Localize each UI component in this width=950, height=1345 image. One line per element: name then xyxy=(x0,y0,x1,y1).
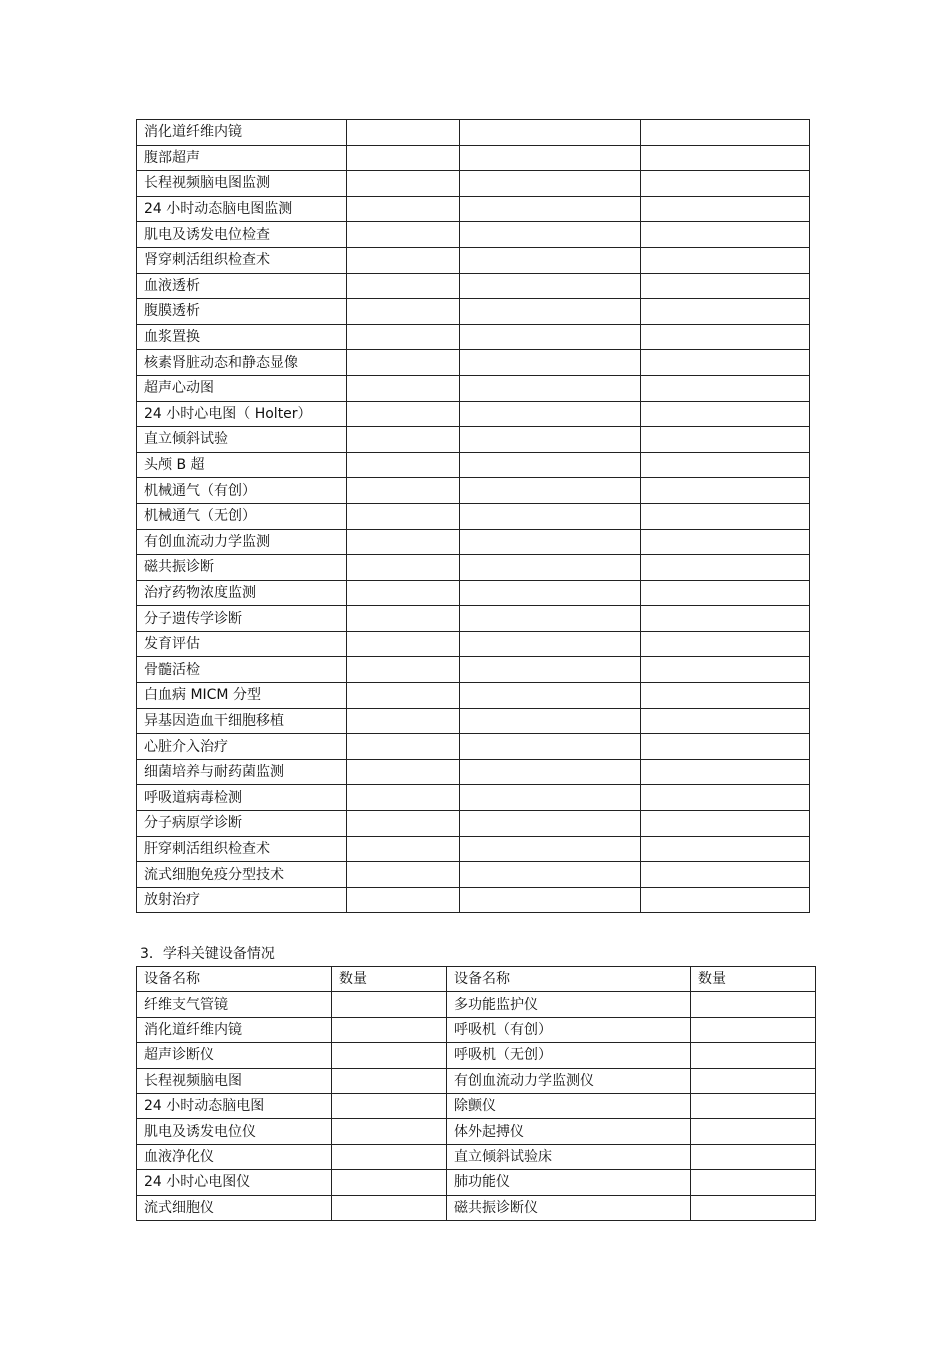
blank-cell xyxy=(347,785,460,811)
device-name-cell: 呼吸机（有创） xyxy=(447,1017,691,1042)
table-row xyxy=(137,811,810,837)
table-row xyxy=(137,145,810,171)
item-name-cell: 血浆置换 xyxy=(137,324,347,350)
equipment-table xyxy=(136,966,816,1221)
section-3-title: 3．学科关键设备情况 xyxy=(140,946,275,962)
blank-cell xyxy=(641,452,810,478)
blank-cell xyxy=(460,759,641,785)
item-name-cell: 分子病原学诊断 xyxy=(137,811,347,837)
blank-cell xyxy=(641,606,810,632)
item-name-cell: 分子遗传学诊断 xyxy=(137,606,347,632)
item-name-cell: 流式细胞免疫分型技术 xyxy=(137,862,347,888)
header-cell: 设备名称 xyxy=(447,967,691,992)
blank-cell xyxy=(347,708,460,734)
table-row xyxy=(137,606,810,632)
device-name-cell: 纤维支气管镜 xyxy=(137,992,332,1017)
device-name-cell: 长程视频脑电图 xyxy=(137,1068,332,1093)
item-name-cell: 肝穿刺活组织检查术 xyxy=(137,836,347,862)
item-name-cell: 放射治疗 xyxy=(137,887,347,913)
blank-cell xyxy=(347,222,460,248)
blank-cell xyxy=(641,555,810,581)
blank-cell xyxy=(460,247,641,273)
blank-cell xyxy=(460,171,641,197)
device-name-cell: 体外起搏仪 xyxy=(447,1119,691,1144)
table-row xyxy=(137,631,810,657)
blank-cell xyxy=(347,299,460,325)
blank-cell xyxy=(460,785,641,811)
table-row xyxy=(137,1170,816,1195)
blank-cell xyxy=(460,222,641,248)
blank-cell xyxy=(641,401,810,427)
table-row xyxy=(137,350,810,376)
quantity-cell xyxy=(332,1068,447,1093)
table-row xyxy=(137,171,810,197)
quantity-cell xyxy=(332,992,447,1017)
device-name-cell: 直立倾斜试验床 xyxy=(447,1144,691,1169)
table-row xyxy=(137,375,810,401)
table-row xyxy=(137,1068,816,1093)
blank-cell xyxy=(347,862,460,888)
device-name-cell: 除颤仪 xyxy=(447,1093,691,1118)
quantity-cell xyxy=(691,1144,816,1169)
blank-cell xyxy=(641,734,810,760)
item-name-cell: 骨髓活检 xyxy=(137,657,347,683)
table-row xyxy=(137,503,810,529)
table-row xyxy=(137,452,810,478)
blank-cell xyxy=(641,887,810,913)
blank-cell xyxy=(347,273,460,299)
quantity-cell xyxy=(691,1170,816,1195)
blank-cell xyxy=(460,273,641,299)
device-name-cell: 呼吸机（无创） xyxy=(447,1043,691,1068)
quantity-cell xyxy=(691,1195,816,1220)
table-row xyxy=(137,427,810,453)
blank-cell xyxy=(347,145,460,171)
blank-cell xyxy=(460,350,641,376)
table-row xyxy=(137,1093,816,1118)
blank-cell xyxy=(347,375,460,401)
blank-cell xyxy=(641,683,810,709)
item-name-cell: 肾穿刺活组织检查术 xyxy=(137,247,347,273)
blank-cell xyxy=(347,887,460,913)
blank-cell xyxy=(347,836,460,862)
blank-cell xyxy=(460,120,641,146)
quantity-cell xyxy=(691,1068,816,1093)
blank-cell xyxy=(460,708,641,734)
device-name-cell: 流式细胞仪 xyxy=(137,1195,332,1220)
blank-cell xyxy=(460,427,641,453)
table-row xyxy=(137,734,810,760)
blank-cell xyxy=(347,811,460,837)
blank-cell xyxy=(460,657,641,683)
item-name-cell: 核素肾脏动态和静态显像 xyxy=(137,350,347,376)
blank-cell xyxy=(347,529,460,555)
blank-cell xyxy=(641,375,810,401)
table-row xyxy=(137,759,810,785)
blank-cell xyxy=(460,478,641,504)
quantity-cell xyxy=(691,1043,816,1068)
table-row xyxy=(137,708,810,734)
item-name-cell: 24 小时动态脑电图监测 xyxy=(137,196,347,222)
header-cell: 数量 xyxy=(691,967,816,992)
blank-cell xyxy=(347,683,460,709)
blank-cell xyxy=(460,580,641,606)
blank-cell xyxy=(460,862,641,888)
quantity-cell xyxy=(691,1017,816,1042)
blank-cell xyxy=(641,145,810,171)
table-row xyxy=(137,862,810,888)
blank-cell xyxy=(641,273,810,299)
table-row xyxy=(137,222,810,248)
blank-cell xyxy=(641,196,810,222)
item-name-cell: 异基因造血干细胞移植 xyxy=(137,708,347,734)
quantity-cell xyxy=(332,1170,447,1195)
blank-cell xyxy=(641,631,810,657)
blank-cell xyxy=(347,759,460,785)
device-name-cell: 磁共振诊断仪 xyxy=(447,1195,691,1220)
quantity-cell xyxy=(691,1093,816,1118)
table-row xyxy=(137,120,810,146)
quantity-cell xyxy=(332,1017,447,1042)
blank-cell xyxy=(641,324,810,350)
blank-cell xyxy=(347,478,460,504)
blank-cell xyxy=(641,427,810,453)
blank-cell xyxy=(460,196,641,222)
blank-cell xyxy=(347,196,460,222)
device-name-cell: 肺功能仪 xyxy=(447,1170,691,1195)
blank-cell xyxy=(641,836,810,862)
device-name-cell: 有创血流动力学监测仪 xyxy=(447,1068,691,1093)
blank-cell xyxy=(460,452,641,478)
item-name-cell: 消化道纤维内镜 xyxy=(137,120,347,146)
table-row xyxy=(137,580,810,606)
item-name-cell: 超声心动图 xyxy=(137,375,347,401)
table-row xyxy=(137,683,810,709)
item-name-cell: 心脏介入治疗 xyxy=(137,734,347,760)
table-row xyxy=(137,887,810,913)
blank-cell xyxy=(460,145,641,171)
table-row xyxy=(137,196,810,222)
table-row xyxy=(137,247,810,273)
device-name-cell: 超声诊断仪 xyxy=(137,1043,332,1068)
table-row xyxy=(137,1195,816,1220)
device-name-cell: 24 小时心电图仪 xyxy=(137,1170,332,1195)
table-row xyxy=(137,1017,816,1042)
item-name-cell: 白血病 MICM 分型 xyxy=(137,683,347,709)
blank-cell xyxy=(641,811,810,837)
blank-cell xyxy=(641,708,810,734)
blank-cell xyxy=(460,375,641,401)
blank-cell xyxy=(641,529,810,555)
item-name-cell: 血液透析 xyxy=(137,273,347,299)
blank-cell xyxy=(460,811,641,837)
blank-cell xyxy=(460,734,641,760)
blank-cell xyxy=(641,120,810,146)
item-name-cell: 治疗药物浓度监测 xyxy=(137,580,347,606)
blank-cell xyxy=(347,606,460,632)
device-name-cell: 多功能监护仪 xyxy=(447,992,691,1017)
blank-cell xyxy=(347,657,460,683)
table-row xyxy=(137,324,810,350)
quantity-cell xyxy=(332,1119,447,1144)
table-row xyxy=(137,1144,816,1169)
device-name-cell: 消化道纤维内镜 xyxy=(137,1017,332,1042)
table-row xyxy=(137,273,810,299)
blank-cell xyxy=(347,631,460,657)
item-name-cell: 细菌培养与耐药菌监测 xyxy=(137,759,347,785)
item-name-cell: 头颅 B 超 xyxy=(137,452,347,478)
blank-cell xyxy=(460,555,641,581)
blank-cell xyxy=(460,324,641,350)
table-row xyxy=(137,1119,816,1144)
blank-cell xyxy=(641,222,810,248)
technique-table xyxy=(136,119,810,913)
blank-cell xyxy=(347,452,460,478)
blank-cell xyxy=(347,401,460,427)
item-name-cell: 发育评估 xyxy=(137,631,347,657)
item-name-cell: 长程视频脑电图监测 xyxy=(137,171,347,197)
table-row xyxy=(137,1043,816,1068)
device-name-cell: 血液净化仪 xyxy=(137,1144,332,1169)
table-row xyxy=(137,401,810,427)
item-name-cell: 腹膜透析 xyxy=(137,299,347,325)
table-row xyxy=(137,299,810,325)
blank-cell xyxy=(641,503,810,529)
blank-cell xyxy=(460,887,641,913)
item-name-cell: 肌电及诱发电位检查 xyxy=(137,222,347,248)
device-name-cell: 24 小时动态脑电图 xyxy=(137,1093,332,1118)
blank-cell xyxy=(641,299,810,325)
blank-cell xyxy=(460,401,641,427)
blank-cell xyxy=(347,734,460,760)
blank-cell xyxy=(641,478,810,504)
blank-cell xyxy=(641,247,810,273)
table-row xyxy=(137,992,816,1017)
table-row xyxy=(137,478,810,504)
item-name-cell: 腹部超声 xyxy=(137,145,347,171)
blank-cell xyxy=(641,657,810,683)
table-row xyxy=(137,555,810,581)
item-name-cell: 直立倾斜试验 xyxy=(137,427,347,453)
blank-cell xyxy=(460,606,641,632)
table-row xyxy=(137,657,810,683)
header-row xyxy=(137,967,816,992)
quantity-cell xyxy=(332,1043,447,1068)
blank-cell xyxy=(460,529,641,555)
blank-cell xyxy=(347,171,460,197)
header-cell: 数量 xyxy=(332,967,447,992)
quantity-cell xyxy=(332,1195,447,1220)
item-name-cell: 有创血流动力学监测 xyxy=(137,529,347,555)
quantity-cell xyxy=(332,1093,447,1118)
table-row xyxy=(137,785,810,811)
blank-cell xyxy=(460,631,641,657)
item-name-cell: 呼吸道病毒检测 xyxy=(137,785,347,811)
blank-cell xyxy=(641,171,810,197)
blank-cell xyxy=(460,836,641,862)
blank-cell xyxy=(460,683,641,709)
blank-cell xyxy=(460,299,641,325)
blank-cell xyxy=(347,503,460,529)
table-row xyxy=(137,836,810,862)
blank-cell xyxy=(641,350,810,376)
blank-cell xyxy=(641,785,810,811)
item-name-cell: 机械通气（无创） xyxy=(137,503,347,529)
blank-cell xyxy=(347,324,460,350)
header-cell: 设备名称 xyxy=(137,967,332,992)
quantity-cell xyxy=(691,1119,816,1144)
blank-cell xyxy=(641,580,810,606)
quantity-cell xyxy=(691,992,816,1017)
blank-cell xyxy=(347,120,460,146)
blank-cell xyxy=(460,503,641,529)
item-name-cell: 机械通气（有创） xyxy=(137,478,347,504)
blank-cell xyxy=(347,580,460,606)
blank-cell xyxy=(347,247,460,273)
device-name-cell: 肌电及诱发电位仪 xyxy=(137,1119,332,1144)
blank-cell xyxy=(641,759,810,785)
table-row xyxy=(137,529,810,555)
blank-cell xyxy=(347,555,460,581)
item-name-cell: 24 小时心电图（ Holter） xyxy=(137,401,347,427)
blank-cell xyxy=(641,862,810,888)
blank-cell xyxy=(347,350,460,376)
blank-cell xyxy=(347,427,460,453)
quantity-cell xyxy=(332,1144,447,1169)
item-name-cell: 磁共振诊断 xyxy=(137,555,347,581)
